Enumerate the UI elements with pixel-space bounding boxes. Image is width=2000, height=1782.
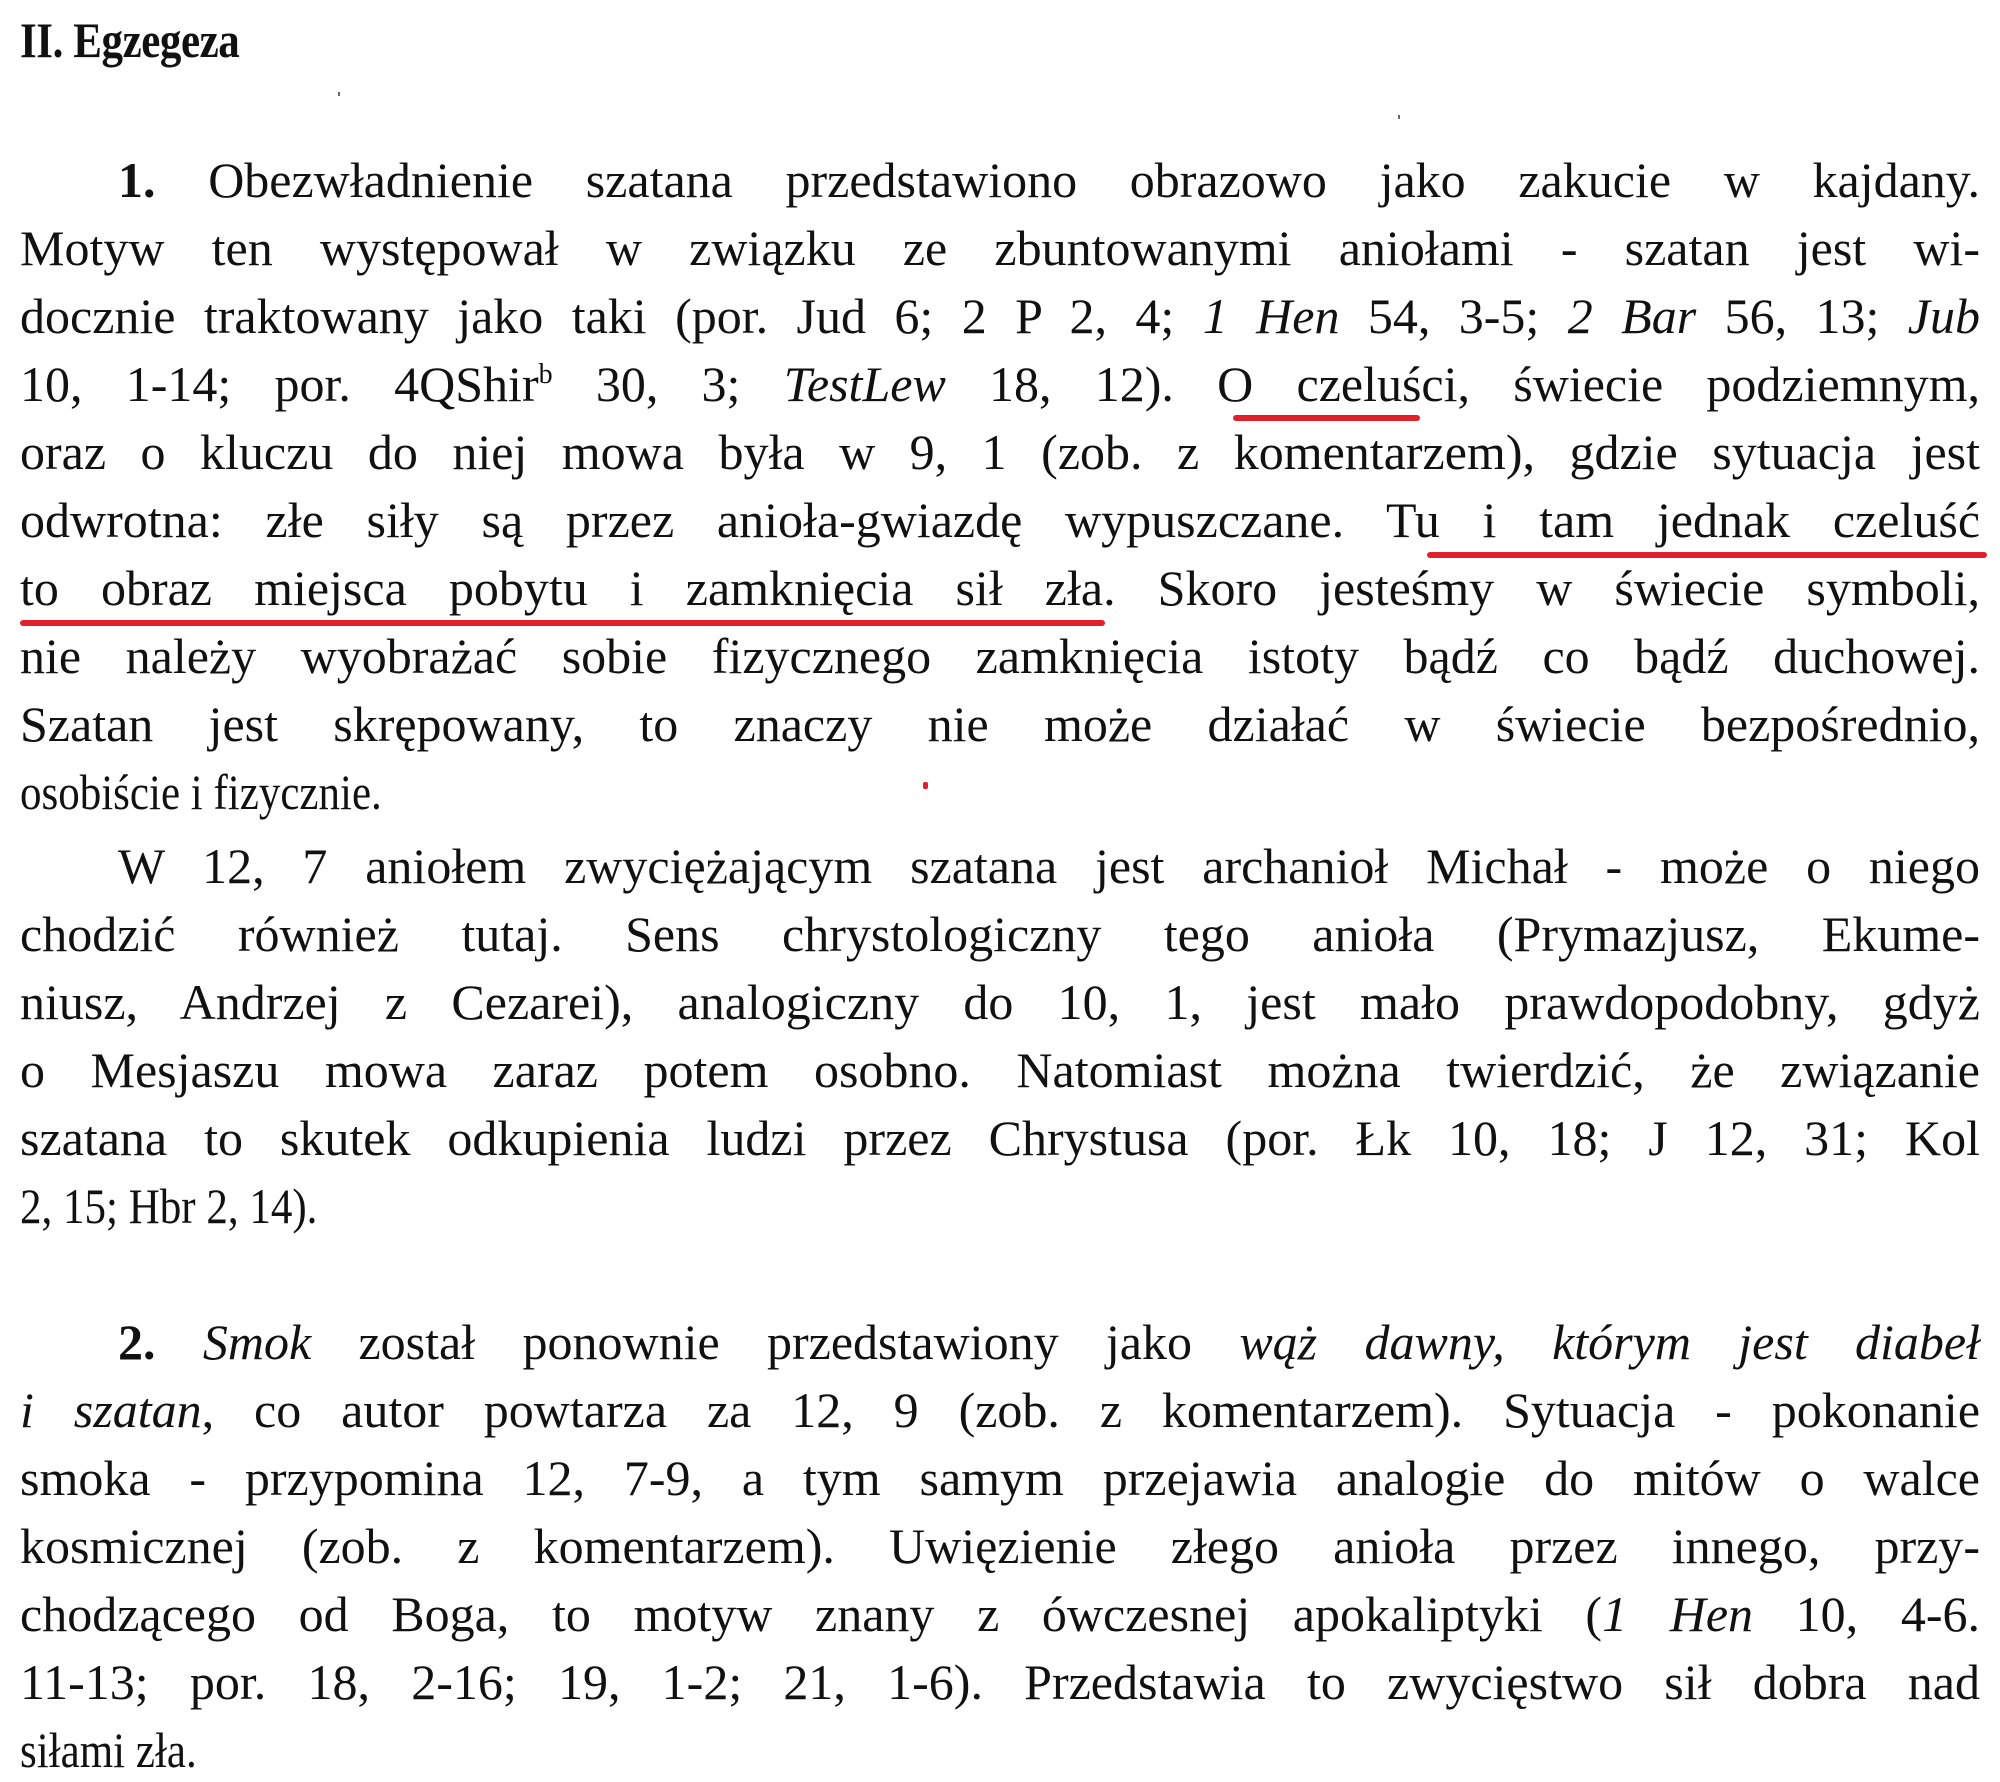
text-line: 11-13; por. 18, 2-16; 19, 1-2; 21, 1-6). Przedstawia to zwycięstwo sił dobra nad [20,1654,1980,1710]
citation-italic: Jub [1907,288,1980,344]
red-underline-mark [1427,552,1987,558]
highlighted-phrase: Tu i tam jednak czeluść [1385,492,1981,548]
red-underline-mark [20,620,1105,626]
highlighted-phrase: to obraz miejsca pobytu i zamknięcia sił zła [20,560,1104,616]
superscript: b [538,359,553,390]
red-underline-mark [1233,415,1420,421]
term-italic: Smok [202,1314,312,1370]
text-line: 2. Smok został ponownie przedstawiony jako wąż dawny, którym jest diabeł [118,1314,1981,1370]
red-ink-dot [923,782,928,789]
quote-italic: wąż dawny, którym jest diabeł [1239,1314,1981,1370]
scan-speck [338,92,340,96]
citation-italic: 1 Hen [1602,1586,1754,1642]
text-line: to obraz miejsca pobytu i zamknięcia sił zła. Skoro jesteśmy w świecie symboli, [20,560,1981,616]
text-line: niusz, Andrzej z Cezarei), analogiczny do 10, 1, jest mało prawdopodobny, gdyż [20,974,1980,1030]
text-line: siłami zła. [20,1722,197,1778]
highlighted-word: czeluści [1296,356,1458,412]
text-line: kosmicznej (zob. z komentarzem). Uwięzienie złego anioła przez innego, przy- [20,1518,1980,1574]
paragraph-number: 1. [118,152,156,208]
citation-italic: TestLew [783,356,946,412]
text-line: nie należy wyobrażać sobie fizycznego zamknięcia istoty bądź co bądź duchowej. [20,628,1980,684]
quote-italic: i szatan [20,1382,202,1438]
text-line: W 12, 7 aniołem zwyciężającym szatana jest archanioł Michał - może o niego [118,838,1980,894]
citation-italic: 1 Hen [1202,288,1340,344]
text-line: 2, 15; Hbr 2, 14). [20,1178,318,1234]
text-line: chodzącego od Boga, to motyw znany z ówczesnej apokaliptyki (1 Hen 10, 4-6. [20,1586,1980,1642]
text-line: smoka - przypomina 12, 7-9, a tym samym przejawia analogie do mitów o walce [20,1450,1980,1506]
scan-speck [1398,115,1400,119]
text-line: 10, 1-14; por. 4QShir$^b$ 30, 3; TestLew 18, 12). O czeluści, świecie podziemnym, [20,356,1980,412]
section-heading: II. Egzegeza [20,12,240,68]
text-line: i szatan, co autor powtarza za 12, 9 (zob. z komentarzem). Sytuacja - pokonanie [20,1382,1981,1438]
text-line: szatana to skutek odkupienia ludzi przez Chrystusa (por. Łk 10, 18; J 12, 31; Kol [20,1110,1980,1166]
citation-italic: 2 Bar [1567,288,1697,344]
text-line: Szatan jest skrępowany, to znaczy nie może działać w świecie bezpośrednio, [20,696,1980,752]
text-line: 1. Obezwładnienie szatana przedstawiono obrazowo jako zakucie w kajdany. [118,152,1981,208]
text-line: osobiście i fizycznie. [20,764,382,820]
text-line: chodzić również tutaj. Sens chrystologiczny tego anioła (Prymazjusz, Ekume- [20,906,1980,962]
text-line: odwrotna: złe siły są przez anioła-gwiazdę wypuszczane. Tu i tam jednak czeluść [20,492,1981,548]
text-line: docznie traktowany jako taki (por. Jud 6; 2 P 2, 4; 1 Hen 54, 3-5; 2 Bar 56, 13; Jub [20,288,1980,344]
paragraph-number: 2. [118,1314,156,1370]
text-line: Motyw ten występował w związku ze zbuntowanymi aniołami - szatan jest wi- [20,220,1980,276]
text-line: oraz o kluczu do niej mowa była w 9, 1 (zob. z komentarzem), gdzie sytuacja jest [20,424,1980,480]
text-line: o Mesjaszu mowa zaraz potem osobno. Natomiast można twierdzić, że związanie [20,1042,1980,1098]
